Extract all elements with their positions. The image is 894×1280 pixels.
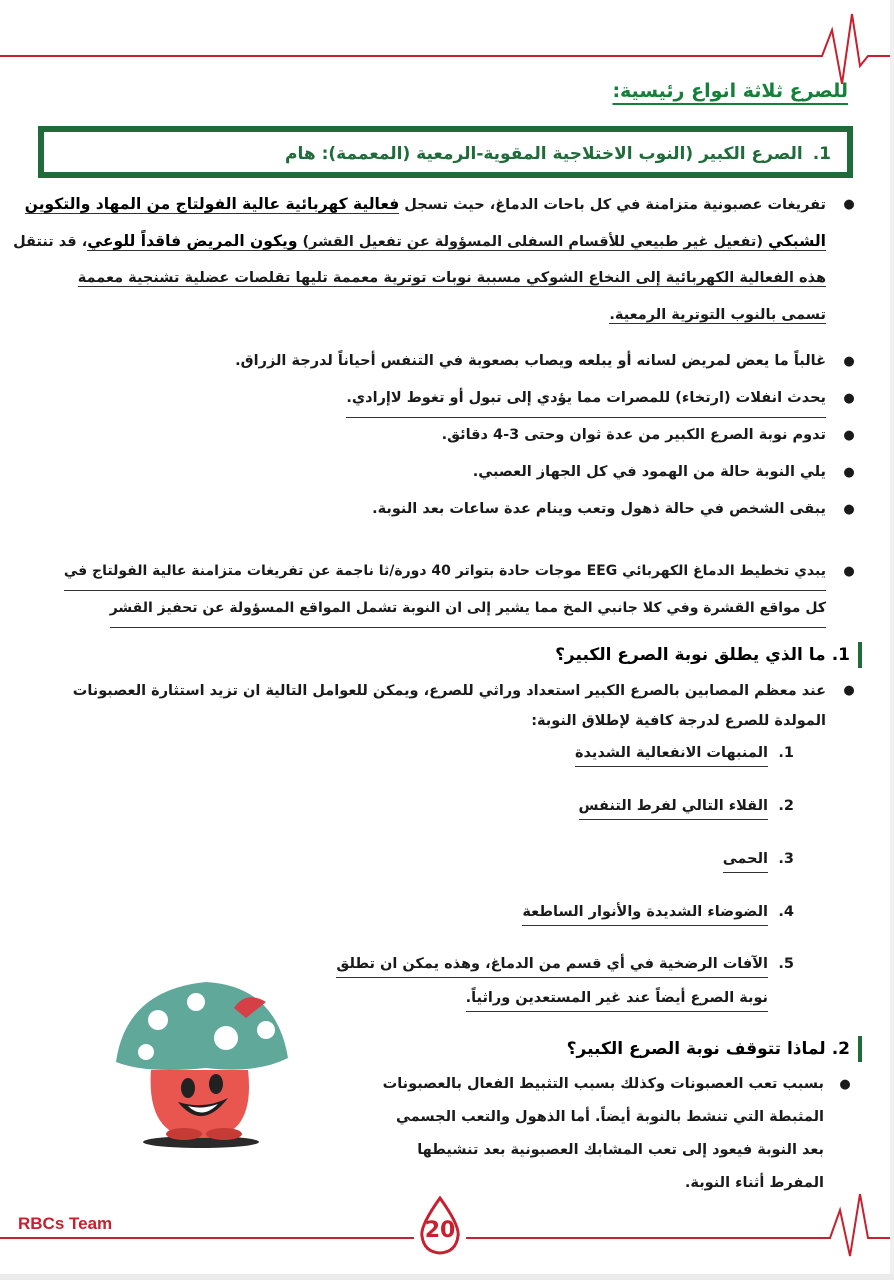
section-heading-stop: 2.لماذا تتوقف نوبة الصرع الكبير؟	[567, 1036, 862, 1062]
list-item: ● يبقى الشخص في حالة ذهول وتعب وينام عدة ساعات بعد النوبة.	[372, 501, 855, 517]
stop-block: ● بسبب تعب العصبونات وكذلك بسبب التثبيط الفعال بالعصبونات المثبطة التي تنشط بالنوبة أيضاً. أما الذهول والتعب الجسمي بعد النوبة فيعود إلى تعب المشابك العصبونية بعد تنشيطها المفرط أثناء النوبة.	[382, 1076, 851, 1191]
triggers-intro: ● عند معظم المصابين بالصرع الكبير استعداد وراثي للصرع، ويمكن للعوامل التالية ان تزيد استثارة العصبونات المولدة للصرع لدرجة كافية لإطلاق النوبة:	[72, 683, 855, 729]
list-item: 5. الآفات الرضخية في أي قسم من الدماغ، وهذه يمكن ان تطلق	[336, 951, 794, 978]
type1-heading: الصرع الكبير (النوب الاختلاجية المقوية-الرمعية (المعممة): هام	[285, 144, 803, 164]
list-item: 2. القلاء التالي لفرط التنفس	[579, 793, 794, 820]
list-item: 1. المنبهات الانفعالية الشديدة	[575, 740, 794, 767]
list-item: 3. الحمى	[723, 846, 794, 873]
list-item: ● يحدث انفلات (ارتخاء) للمصرات مما يؤدي إلى تبول أو تغوط لاإرادي.	[56, 380, 856, 417]
highlight-voltage: فعالية كهربائية عالية الفولتاج من المهاد والتكوين	[24, 195, 400, 213]
footer-team-name: RBCs Team	[18, 1214, 113, 1233]
document-page: للصرع ثلاثة انواع رئيسية: 1.الصرع الكبير (النوب الاختلاجية المقوية-الرمعية (المعممة): هام ● تفريغات عصبونية متزامنة في كل باحات الدماغ، حيث تسجل فعالية كهربائية عالية الفولتاج من المهاد والتكوين الشبكي (تفعيل غير طبيعي للأقسام السفلى المسؤولة عن تفعيل القشر) ويكون المريض فاقداً للوعي، قد تنتقل هذه الفعالية الكهربائية إلى النخاع الشوكي مسببة نوبات توترية معممة تليها تقلصات عضلية تشنجية معممة تسمى بالنوب التوترية الرمعية. ● غالباً ما يعض لمريض لسانه أو يبلعه ويصاب بصعوبة في التنفس أحياناً لدرجة الزراق. ● يحدث انفلات (ارتخاء) للمصرات مما يؤدي إلى تبول أو تغوط لاإرادي. ● تدوم نوبة الصرع الكبير من عدة ثوان وحتى 3-4 دقائق. ● يلي النوبة حالة من الهمود في كل الجهاز العصبي. ● يبقى الشخص في حالة ذهول وتعب وينام عدة ساعات بعد النوبة. ● يبدي تخطيط الدماغ الكهربائي EEG موجات حادة بتواتر 40 دورة/ثا ناجمة عن تفريغات متزامنة عالية الفولتاج في كل مواقع القشرة وفي كلا جانبي المخ مما يشير إلى ان النوبة تشمل المواقع المسؤولة عن تحفيز القشر 1.ما الذي يطلق نوبة الصرع الكبير؟ ● عند معظم المصابين بالصرع الكبير استعداد وراثي للصرع، ويمكن للعوامل التالية ان تزيد استثارة العصبونات المولدة للصرع لدرجة كافية لإطلاق النوبة: 1. المنبهات الانفعالية الشديدة 2. القلاء التالي لفرط التنفس 3. الحمى 4. الضوضاء الشديدة والأنوار الساطعة 5. الآفات الرضخية في أي قسم من الدماغ، وهذه يمكن ان تطلق نوبة الصرع أيضاً عند غير المستعدين وراثياً. 2.لماذا تتوقف نوبة الصرع الكبير؟ ● بسبب تعب العصبونات وكذلك بسبب التثبيط الفعال بالعصبونات المثبطة التي تنشط بالنوبة أيضاً. أما الذهول والتعب الجسمي بعد النوبة فيعود إلى تعب المشابك العصبونية بعد تنشيطها المفرط أثناء النوبة.	[0, 0, 894, 1280]
list-item: ● غالباً ما يعض لمريض لسانه أو يبلعه ويصاب بصعوبة في التنفس أحياناً لدرجة الزراق.	[235, 353, 855, 369]
type1-heading-box	[38, 126, 853, 178]
section-heading-triggers: 1.ما الذي يطلق نوبة الصرع الكبير؟	[555, 642, 862, 668]
para1-block: ● تفريغات عصبونية متزامنة في كل باحات الدماغ، حيث تسجل فعالية كهربائية عالية الفولتاج من المهاد والتكوين الشبكي (تفعيل غير طبيعي للأقسام السفلى المسؤولة عن تفعيل القشر) ويكون المريض فاقداً للوعي، قد تنتقل هذه الفعالية الكهربائية إلى النخاع الشوكي مسببة نوبات توترية معممة تليها تقلصات عضلية تشنجية معممة تسمى بالنوب التوترية الرمعية.	[56, 186, 856, 334]
list-item: ● يلي النوبة حالة من الهمود في كل الجهاز العصبي.	[472, 464, 855, 480]
eeg-block: ● يبدي تخطيط الدماغ الكهربائي EEG موجات حادة بتواتر 40 دورة/ثا ناجمة عن تفريغات متزامنة عالية الفولتاج في كل مواقع القشرة وفي كلا جانبي المخ مما يشير إلى ان النوبة تشمل المواقع المسؤولة عن تحفيز القشر	[56, 553, 856, 627]
bullet-dot: ●	[843, 197, 855, 212]
list-item: ● تدوم نوبة الصرع الكبير من عدة ثوان وحتى 3-4 دقائق.	[441, 427, 855, 443]
page-title: للصرع ثلاثة انواع رئيسية:	[612, 80, 848, 102]
page-number: 20	[424, 1218, 456, 1243]
highlight-unconscious: ويكون المريض فاقداً للوعي	[87, 232, 298, 250]
type1-number: 1.	[812, 144, 831, 164]
bullet-list	[56, 343, 856, 528]
mushroom-mascot-illustration	[106, 970, 296, 1150]
list-item: 4. الضوضاء الشديدة والأنوار الساطعة	[522, 899, 794, 926]
